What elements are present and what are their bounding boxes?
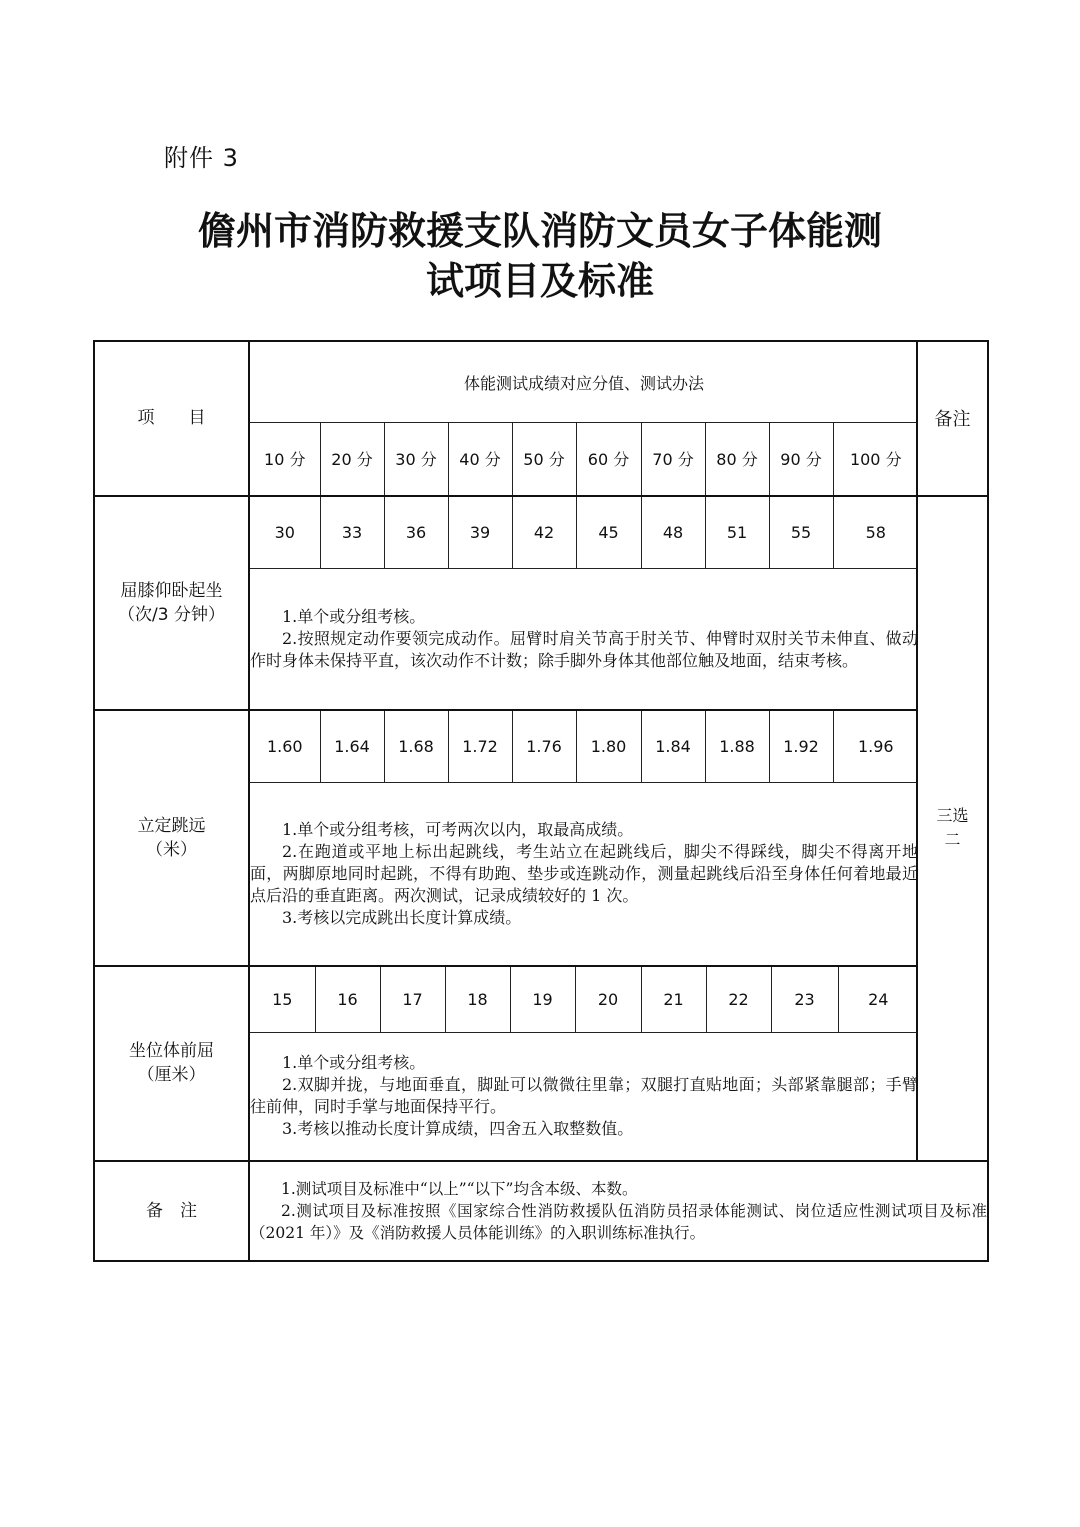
value-cell: 1.68 xyxy=(384,711,448,783)
value-cell: 36 xyxy=(384,497,448,569)
value-cell: 55 xyxy=(769,497,833,569)
values-row xyxy=(250,497,918,569)
item-values-table xyxy=(250,967,918,1160)
value-cell: 18 xyxy=(445,967,510,1033)
value-cell: 17 xyxy=(380,967,445,1033)
method-line: 1.单个或分组考核，可考两次以内，取最高成绩。 xyxy=(282,819,634,839)
value-cell: 1.84 xyxy=(641,711,705,783)
score-level: 80 分 xyxy=(705,423,769,495)
item-header-cell xyxy=(94,341,249,496)
method-text xyxy=(250,1033,918,1160)
remark-header-label: 备注 xyxy=(934,409,971,431)
value-cell: 1.72 xyxy=(448,711,512,783)
score-level: 20 分 xyxy=(320,423,384,495)
value-cell: 1.64 xyxy=(320,711,384,783)
title-line-1: 儋州市消防救援支队消防文员女子体能测 xyxy=(197,208,882,253)
value-cell: 1.80 xyxy=(576,711,641,783)
attachment-label: 附件 3 xyxy=(164,144,239,172)
value-cell: 21 xyxy=(641,967,706,1033)
value-cell: 24 xyxy=(838,967,918,1033)
value-cell: 16 xyxy=(315,967,380,1033)
value-cell: 1.60 xyxy=(250,711,320,783)
score-level: 40 分 xyxy=(448,423,512,495)
title-line-2: 试项目及标准 xyxy=(425,258,654,303)
method-text xyxy=(250,783,918,965)
value-cell: 45 xyxy=(576,497,641,569)
score-level: 10 分 xyxy=(250,423,320,495)
score-levels-row xyxy=(250,423,918,495)
header-row xyxy=(94,341,988,496)
footer-label-cell xyxy=(94,1161,249,1261)
value-cell: 58 xyxy=(833,497,918,569)
score-level: 30 分 xyxy=(384,423,448,495)
remark-header-cell xyxy=(917,341,988,496)
item-name-cell xyxy=(94,710,249,966)
side-remark-cell xyxy=(917,496,988,1161)
item-detail-cell xyxy=(249,966,917,1161)
value-cell: 23 xyxy=(771,967,838,1033)
value-cell: 1.92 xyxy=(769,711,833,783)
document-title xyxy=(90,206,990,306)
value-cell: 42 xyxy=(512,497,576,569)
value-cell: 15 xyxy=(250,967,315,1033)
standards-table xyxy=(93,340,989,1262)
scores-heading: 体能测试成绩对应分值、测试办法 xyxy=(250,342,918,423)
item-name: 屈膝仰卧起坐 xyxy=(120,580,223,601)
item-values-table xyxy=(250,711,918,965)
values-row xyxy=(250,711,918,783)
footer-note: 2.测试项目及标准按照《国家综合性消防救援队伍消防员招录体能测试、岗位适应性测试项目及标准（2021 年）》及《消防救援人员体能训练》的入职训练标准执行。 xyxy=(250,1201,987,1242)
item-row-situps xyxy=(94,496,988,710)
item-values-table xyxy=(250,497,918,709)
value-cell: 22 xyxy=(706,967,771,1033)
item-unit: （次/3 分钟） xyxy=(118,604,225,625)
score-level: 100 分 xyxy=(833,423,918,495)
score-level: 90 分 xyxy=(769,423,833,495)
value-cell: 1.88 xyxy=(705,711,769,783)
footer-note: 1.测试项目及标准中“以上”“以下”均含本级、本数。 xyxy=(281,1179,638,1198)
item-name-cell xyxy=(94,496,249,710)
side-remark-line: 三选 xyxy=(936,806,969,825)
value-cell: 39 xyxy=(448,497,512,569)
method-line: 3.考核以推动长度计算成绩，四舍五入取整数值。 xyxy=(282,1119,634,1139)
value-cell: 1.96 xyxy=(833,711,918,783)
footer-label: 备 注 xyxy=(146,1200,197,1221)
item-row-long-jump xyxy=(94,710,988,966)
footer-notes-cell xyxy=(249,1161,988,1261)
method-line: 3.考核以完成跳出长度计算成绩。 xyxy=(282,907,522,927)
value-cell: 33 xyxy=(320,497,384,569)
score-level: 50 分 xyxy=(512,423,576,495)
value-cell: 1.76 xyxy=(512,711,576,783)
value-cell: 19 xyxy=(510,967,575,1033)
item-name: 坐位体前屈 xyxy=(129,1041,214,1061)
method-line: 1.单个或分组考核。 xyxy=(282,1053,426,1073)
scores-header-cell xyxy=(249,341,917,496)
footer-row xyxy=(94,1161,988,1261)
value-cell: 20 xyxy=(575,967,641,1033)
item-detail-cell xyxy=(249,710,917,966)
method-line: 1.单个或分组考核。 xyxy=(282,606,426,626)
side-remark-line: 二 xyxy=(944,830,961,849)
score-level: 70 分 xyxy=(641,423,705,495)
value-cell: 51 xyxy=(705,497,769,569)
method-text xyxy=(250,569,918,709)
item-unit: （厘米） xyxy=(137,1065,206,1085)
values-row xyxy=(250,967,918,1033)
score-level: 60 分 xyxy=(576,423,641,495)
method-line: 2.按照规定动作要领完成动作。屈臂时肩关节高于肘关节、伸臂时双肘关节未伸直、做动作时身体未保持平直，该次动作不计数；除手脚外身体其他部位触及地面，结束考核。 xyxy=(250,628,918,670)
score-levels-table xyxy=(250,342,918,495)
value-cell: 30 xyxy=(250,497,320,569)
value-cell: 48 xyxy=(641,497,705,569)
item-name-cell xyxy=(94,966,249,1161)
item-row-sit-reach xyxy=(94,966,988,1161)
item-name: 立定跳远 xyxy=(137,815,206,836)
item-detail-cell xyxy=(249,496,917,710)
item-header-label: 项 目 xyxy=(137,408,206,429)
item-unit: （米） xyxy=(146,839,197,860)
method-line: 2.在跑道或平地上标出起跳线，考生站立在起跳线后，脚尖不得踩线，脚尖不得离开地面，两脚原地同时起跳，不得有助跑、垫步或连跳动作，测量起跳线后沿至身体任何着地最近点后沿的垂直距离。两次测试，记录成绩较好的 1 次。 xyxy=(250,841,918,905)
method-line: 2.双脚并拢，与地面垂直，脚趾可以微微往里靠；双腿打直贴地面；头部紧靠腿部；手臂往前伸，同时手掌与地面保持平行。 xyxy=(250,1075,918,1117)
